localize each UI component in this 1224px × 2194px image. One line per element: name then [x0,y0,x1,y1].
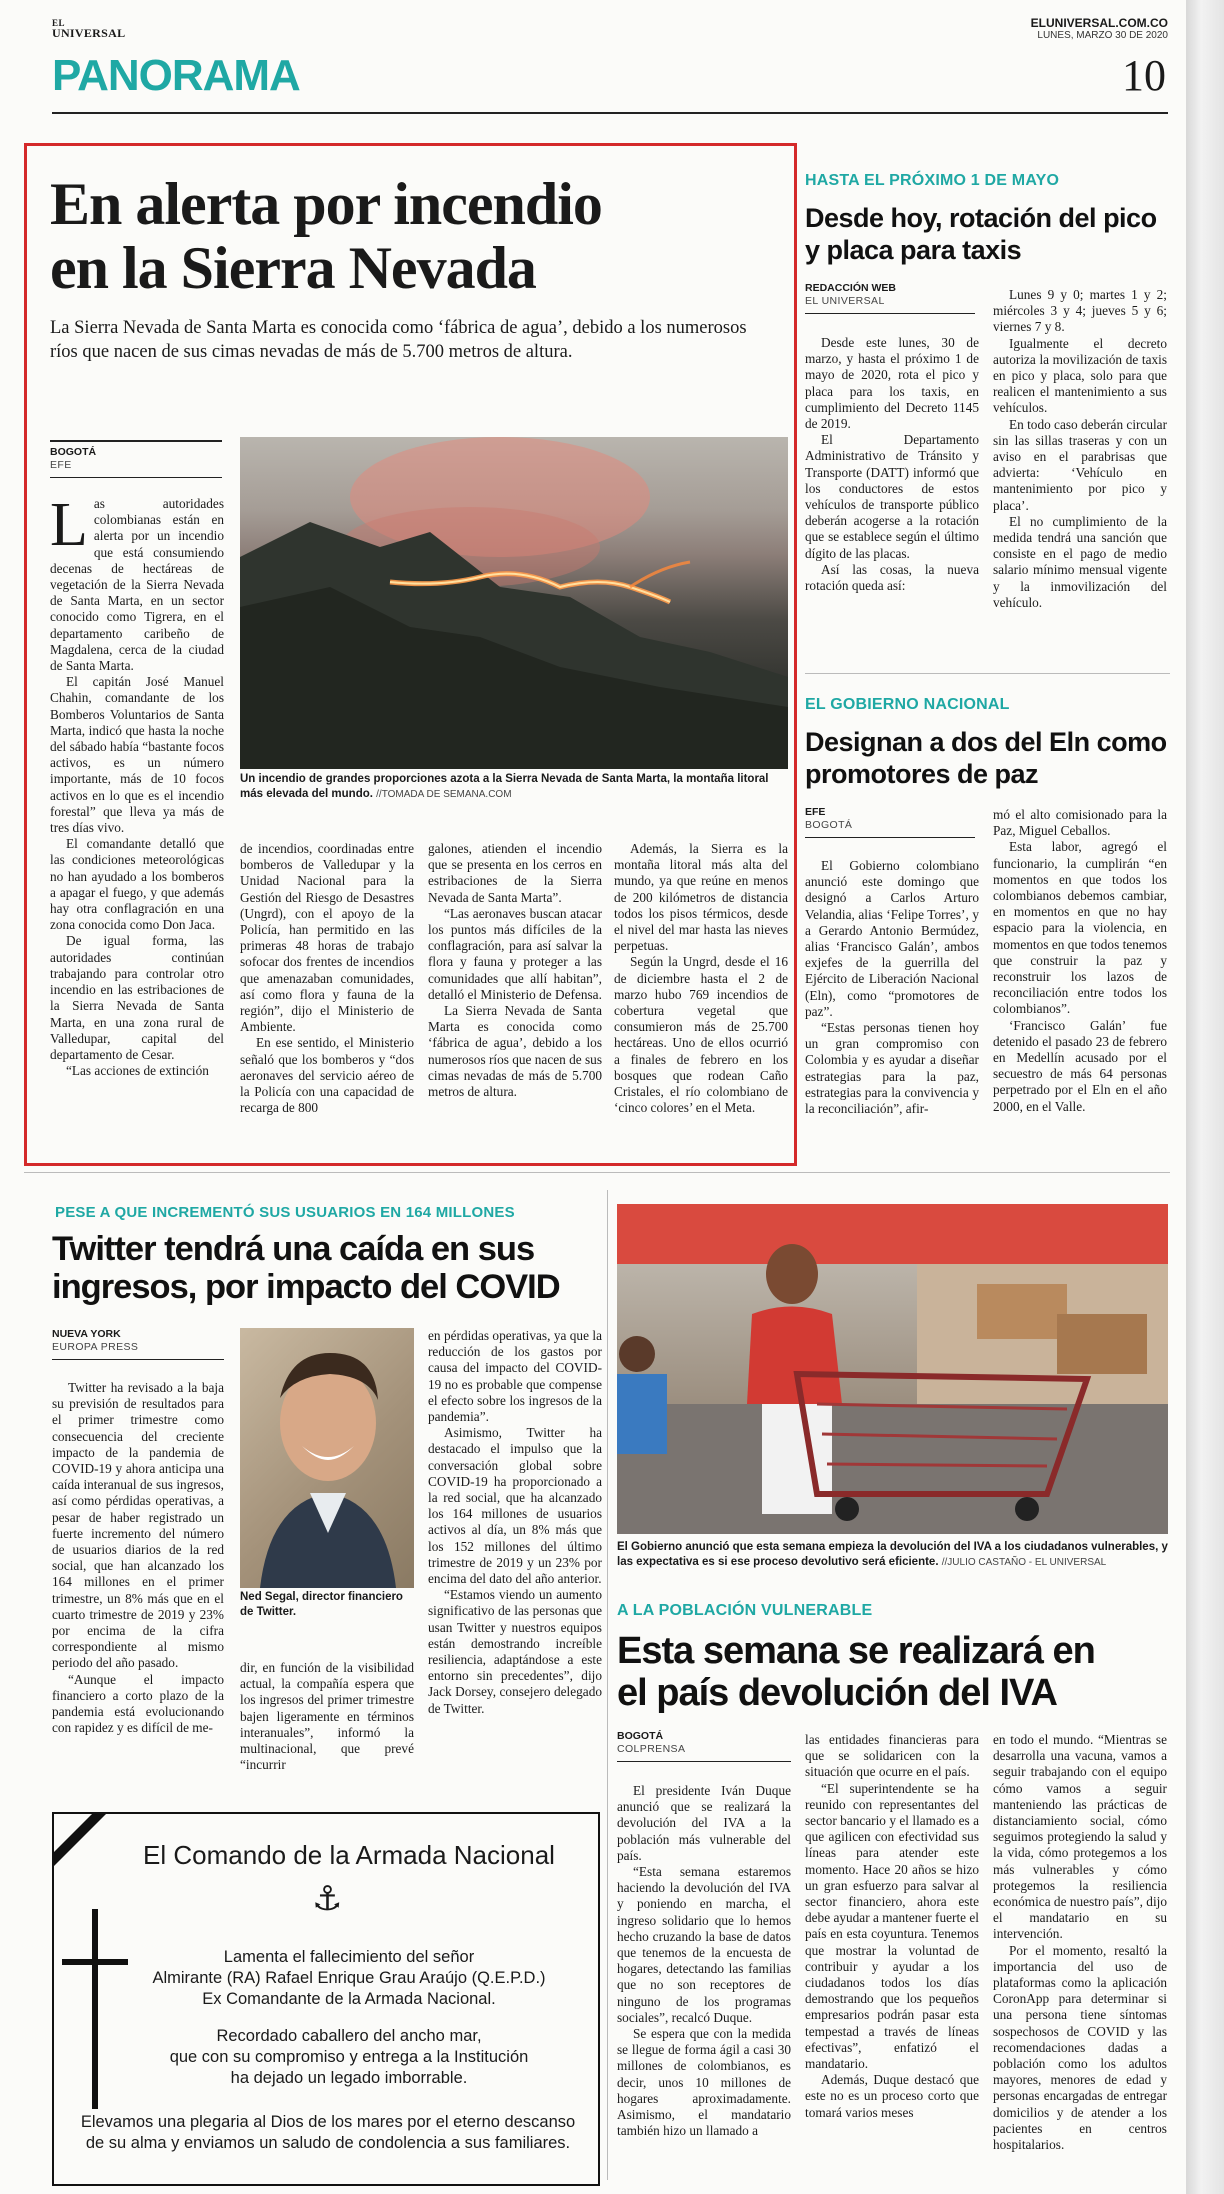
anchor-icon: ⚓ [312,1879,343,1919]
eln-col2-p3: ‘Francisco Galán’ fue detenido el pasado 23 de febrero en Medellín acusado por el secuestro de más 64 personas perpetrado por el Eln en el año 2000, en el Valle. [993,1017,1167,1114]
iva-col3-p1: en todo el mundo. “Mientras se desarrolla una vacuna, vamos a seguir trabajando con el equipo cómo vamos a seguir manteniendo las prácticas de distanciamiento social, cómo seguimos protegiendo la salud y la vida, cómo protegemos a los más vulnerables y cómo protegemos la resiliencia económica de nuestro país”, dijo el mandatario en su intervención. [993,1732,1167,1942]
taxis-col1-p2: El Departamento Administrativo de Tránsito y Transporte (DATT) informó que los conductores de estos vehículos de transporte público deberán acogerse a la rotación que se establece según el último dígito de las placas. [805,432,979,561]
site-url[interactable]: ELUNIVERSAL.COM.CO [1030,16,1168,30]
edition-date: LUNES, MARZO 30 DE 2020 [1037,30,1168,41]
fire-photo-caption [240,772,788,802]
main-byline-place: BOGOTÁ [50,440,222,459]
taxis-col2-p4: El no cumplimiento de la medida tendrá una sanción que consiste en el pago de medio salario mínimo mensual vigente y la inmovilización del vehículo. [993,513,1167,610]
taxis-col1-p3: Así las cosas, la nueva rotación queda así: [805,561,979,594]
iva-headline [617,1630,1177,1714]
twitter-headline [52,1230,612,1306]
main-col1-p3: El comandante detalló que las condiciones meteorológicas no han ayudado a los bomberos a apagar el fuego, y que además hay otra conflagración en una zona conocida como Don Jaca. [50,836,224,933]
main-col-1 [50,491,224,1079]
main-byline-agency: EFE [50,459,222,478]
section-title: PANORAMA [52,51,300,100]
main-headline-line1: En alerta por incendio [50,171,602,237]
main-col-3 [428,841,602,1100]
taxis-byline-place: REDACCIÓN WEB [805,282,896,294]
iva-col-2 [805,1732,979,2121]
taxis-col2-p2: Igualmente el decreto autoriza la movilización de taxis en pico y placa, solo para que realicen el mantenimiento a sus vehículos. [993,335,1167,416]
main-col1-p1: as autoridades colombianas están en alerta por un incendio que está consumiendo decenas de hectáreas de vegetación de la Sierra Nevada de Santa Marta, en un sector conocido como Tigrera, en el departamento caribeño de Magdalena, cerca de la ciudad de Santa Marta. [50,496,224,674]
main-col3-p3: La Sierra Nevada de Santa Marta es conocida como ‘fábrica de agua’, debido a los numerosos ríos que nacen de sus cimas nevadas de más de 5.700 metros de altura. [428,1003,602,1100]
twitter-col-2 [240,1660,414,1773]
twitter-col1-p1: Twitter ha revisado a la baja su previsión de resultados para el primer trimestre como consecuencia del creciente impacto de la pandemia de COVID-19 y ahora anticipa una caída interanual de sus ingresos, así como pérdidas operativas, a pesar de haber registrado un fuerte incremento del número de usuarios diarios de la red social, que han alcanzado los 164 millones en el primer trimestre, un 8% más que en el cuarto trimestre de 2019 y 23% por encima de la cifra correspondiente al mismo periodo del año pasado. [52,1380,224,1671]
twitter-byline-place: NUEVA YORK [52,1328,121,1340]
eln-byline [805,806,975,838]
main-col4-p1: Además, la Sierra es la montaña litoral más alta del mundo, ya que reúne en menos de 200 kilómetros de distancia todos los pisos térmicos, desde el nivel del mar hasta las nieves perpetuas. [614,841,788,954]
main-subtitle: La Sierra Nevada de Santa Marta es conocida como ‘fábrica de agua’, debido a los numerosos ríos que nacen de sus cimas nevadas de más de 5.700 metros de altura. [50,318,747,362]
twitter-headline-line1: Twitter tendrá una caída en sus [52,1230,535,1268]
iva-col2-p1: las entidades financieras para que se solidaricen con la situación que ocurre en el país. [805,1732,979,1780]
market-caption-text: El Gobierno anunció que esta semana empieza la devolución del IVA a los ciudadanos vulnerables, y las expectativa es si ese proceso devolutivo será eficiente. [617,1541,1168,1568]
logo-small: EL [52,18,66,28]
main-col3-p1: galones, atienden el incendio que se presenta en los cerros en estribaciones de la Sierra Nevada de Santa Marta”. [428,841,602,905]
twitter-byline [52,1328,224,1360]
masthead-logo[interactable] [52,18,142,38]
twitter-col3-p2: Asimismo, Twitter ha destacado el impulso que la conversación global sobre COVID-19 ha proporcionado a la red social, que ha alcanzado los 164 millones de usuarios activos al día, un 8% más que los 152 millones del último trimestre de 2019 y un 23% por encima del dato del año anterior. [428,1425,602,1587]
twitter-col-1 [52,1380,224,1736]
taxis-col2-p3: En todo caso deberán circular sin las sillas traseras y con un aviso en el parabrisas que advierta: ‘Vehículo en mantenimiento por pico y placa’. [993,416,1168,513]
obituary-line5: que con su compromiso y entrega a la Institución [169,2048,529,2066]
segal-photo[interactable] [240,1328,414,1588]
obituary-line1: Lamenta el fallecimiento del señor [223,1948,475,1966]
main-col2-p2: En ese sentido, el Ministerio señaló que los bomberos y “dos aeronaves del servicio aéreo de la Policía con una capacidad de recarga de 800 [240,1035,414,1116]
twitter-col-3 [428,1328,602,1717]
main-headline [50,172,790,300]
eln-col-2 [993,807,1167,1115]
twitter-headline-line2: ingresos, por impacto del COVID [52,1268,560,1306]
taxis-col-1 [805,335,979,594]
market-photo[interactable] [617,1204,1168,1534]
market-photo-caption [617,1540,1168,1570]
eln-byline-place: EFE [805,806,826,818]
iva-byline [617,1730,791,1762]
logo-main: UNIVERSAL [52,26,126,40]
fire-photo[interactable] [240,437,788,769]
obituary-line2: Almirante (RA) Rafael Enrique Grau Araújo (Q.E.P.D.) [152,1969,546,1987]
eln-byline-agency: BOGOTÁ [805,819,975,838]
main-drop-letter: L [50,491,88,559]
obituary-text-block-3 [64,2112,592,2154]
obituary-text-block-2 [114,2026,584,2089]
iva-col-1 [617,1783,791,2139]
iva-col3-p2: Por el momento, resaltó la importancia del uso de plataformas como la aplicación CoronApp para determinar si una persona tiene síntomas sospechosos de COVID y las recomendaciones dadas a población como los adultos mayores, menores de edad y personas encargadas de entregar domicilios y de atender a los pacientes en centros hospitalarios. [993,1942,1167,2153]
main-col2-p1: de incendios, coordinadas entre bomberos de Valledupar y la Unidad Nacional para la Gestión del Riesgo de Desastres (Ungrd), con el apoyo de la Policía, han permitido en las primeras 48 horas de trabajo sofocar dos frentes de incendios que amenazaban comunidades, así como flora y fauna de la región”, dijo el Ministerio de Ambiente. [240,841,414,1035]
obituary-line4: Recordado caballero del ancho mar, [216,2027,482,2045]
segal-caption: Ned Segal, director financiero de Twitter. [240,1591,403,1618]
main-col4-p2: Según la Ungrd, desde el 16 de diciembre hasta el 2 de marzo hubo 769 incendios de cobertura vegetal que consumieron más de 25.700 hectáreas. Uno de ellos ocurrió a finales de febrero en los bosques que rodean Caño Cristales, el río colombiano de ‘cinco colores’ en el Meta. [614,954,788,1116]
iva-byline-place: BOGOTÁ [617,1730,664,1742]
fire-photo-art [240,437,788,769]
section-divider [24,1172,1170,1173]
obituary-box [52,1812,600,2186]
iva-kicker: A LA POBLACIÓN VULNERABLE [617,1602,873,1619]
main-col1-p5: “Las acciones de extinción [66,1063,209,1079]
taxis-byline [805,282,975,314]
twitter-col3-p1: en pérdidas operativas, ya que la reducción de los gastos por causa del impacto del COVID-19 no es probable que compense el efecto sobre los ingresos de la pandemia”. [428,1328,602,1425]
twitter-col3-p3: “Estamos viendo un aumento significativo de las personas que usan Twitter y nuestros equipos están demostrando increíble resiliencia, adaptándose a este entorno sin precedentes”, dijo Jack Dorsey, consejero delegado de Twitter. [428,1587,602,1716]
iva-headline-line1: Esta semana se realizará en [617,1630,1095,1672]
market-caption-credit: //JULIO CASTAÑO - EL UNIVERSAL [941,1557,1107,1568]
segal-photo-art [240,1328,414,1588]
taxis-headline: Desde hoy, rotación del pico y placa para taxis [805,203,1157,265]
taxis-divider [805,673,1170,674]
eln-col1-p1: El Gobierno colombiano anunció este domingo que designó a Carlos Arturo Velandia, alias ‘Felipe Torres’, y a Gerardo Antonio Bermúdez, alias ‘Francisco Galán’, ambos exjefes de la guerrilla del Ejército de Liberación Nacional (Eln), como “promotores de paz”. [805,858,979,1019]
obituary-text-block-1 [114,1947,584,2010]
eln-col2-p2: Esta labor, agregó el funcionario, la cumplirán “en momentos en que todos los colombianos debemos cambiar, en momentos en que no hay espacio para la violencia, en momentos en que todos tenemos que construir la paz y reconstruir los lazos de reconciliación entre todos los colombianos”. [993,839,1167,1017]
page-edge-shadow [1186,0,1224,2194]
eln-col-1 [805,858,979,1117]
main-col-4 [614,841,788,1116]
main-col3-p2: “Las aeronaves buscan atacar los puntos más difíciles de la conflagración, para así salvar la flora y fauna y proteger a las comunidades que allí habitan”, detalló el Ministerio de Defensa. [428,905,602,1002]
masthead-rule [52,112,1168,114]
obituary-line3: Ex Comandante de la Armada Nacional. [202,1990,496,2008]
obituary-line6: ha dejado un legado imborrable. [230,2069,468,2087]
obituary-title: El Comando de la Armada Nacional [143,1840,555,1870]
iva-col1-p1: El presidente Iván Duque anunció que se realizará la devolución del IVA a la población más vulnerable del país. [617,1783,791,1863]
market-photo-art [617,1204,1168,1534]
taxis-col1-p1: Desde este lunes, 30 de marzo, y hasta el próximo 1 de mayo de 2020, rota el pico y placa para los taxis, en cumplimiento del Decreto 1145 de 2019. [805,335,979,432]
fire-caption-text: Un incendio de grandes proporciones azota a la Sierra Nevada de Santa Marta, la montaña litoral más elevada del mundo. [240,773,769,800]
taxis-byline-agency: EL UNIVERSAL [805,295,975,314]
eln-kicker: EL GOBIERNO NACIONAL [805,696,1010,713]
main-col-2 [240,841,414,1116]
main-col1-p2: El capitán José Manuel Chahin, comandante de los Bomberos Voluntarios de Santa Marta, indicó que hasta la noche del sábado había “bastante focos activos, es un número importante, más de 10 focos activos en lo que es el incendio forestal” que lleva ya más de tres días vivo. [50,674,224,836]
obituary-line8: de su alma y enviamos un saludo de condolencia a sus familiares. [85,2134,571,2152]
taxis-kicker: HASTA EL PRÓXIMO 1 DE MAYO [805,172,1060,189]
eln-headline: Designan a dos del Eln como promotores de paz [805,727,1167,789]
iva-col2-p2: “El superintendente se ha reunido con representantes del sector bancario y el llamado es a que agilicen con efectividad sus líneas para atender este momento. Hace 20 años se hizo un gran esfuerzo para salvar al sector financiero, ahora este debe ayudar a mantener fuerte el país en esta coyuntura. Tenemos que mostrar la voluntad de contribuir y ayudar a los ciudadanos todos los días demostrando que los pequeños empresarios podrán pasar esta tempestad a través de líneas efectivas”, enfatizó el mandatario. [805,1780,979,2072]
iva-col1-p2: “Esta semana estaremos haciendo la devolución del IVA y poniendo en marcha, el ingreso solidario que lo hemos hecho cruzando la base de datos que tenemos de la encuesta de hogares, detectando las familias que no son receptores de ninguno de los programas sociales”, recalcó Duque. [617,1864,791,2025]
main-byline [50,440,222,478]
twitter-kicker: PESE A QUE INCREMENTÓ SUS USUARIOS EN 164 MILLONES [55,1204,515,1221]
twitter-col2-p1: dir, en función de la visibilidad actual, la compañía espera que los ingresos del primer trimestre bajen ligeramente en términos interanuales”, informó la multinacional, que prevé “incurrir [240,1660,414,1773]
eln-col2-p1: mó el alto comisionado para la Paz, Miguel Ceballos. [993,807,1167,839]
vertical-divider [607,1190,608,2180]
iva-byline-agency: COLPRENSA [617,1743,791,1762]
obituary-line7: Elevamos una plegaria al Dios de los mares por el eterno descanso [80,2113,576,2131]
taxis-col-2 [993,287,1167,611]
iva-headline-line2: el país devolución del IVA [617,1672,1057,1714]
iva-col-3 [993,1732,1167,2153]
taxis-col2-p1: Lunes 9 y 0; martes 1 y 2; miércoles 3 y 4; jueves 5 y 6; viernes 7 y 8. [993,287,1167,335]
main-col1-p4: De igual forma, las autoridades continúan trabajando para controlar otro incendio en las estribaciones de la Sierra Nevada de Santa Marta, en una zona rural de Valledupar, capital del departamento de Cesar. [50,933,224,1062]
iva-col1-p3: Se espera que con la medida se llegue de forma ágil a casi 30 millones de colombianos, es decir, unos 10 millones de hogares aproximadamente. Asimismo, el mandatario también hizo un llamado a [617,2026,791,2139]
twitter-col1-p2: “Aunque el impacto financiero a corto plazo de la pandemia está evolucionando con rapidez y es difícil de me- [52,1671,224,1736]
page-number: 10 [1122,51,1166,100]
main-headline-line2: en la Sierra Nevada [50,235,536,301]
eln-col1-p2: “Estas personas tienen hoy un gran compromiso con Colombia y es ayudar a diseñar estrategias para la paz, estrategias para la convivencia y la reconciliación”, afir- [805,1020,979,1117]
fire-caption-credit: //TOMADA DE SEMANA.COM [376,789,512,800]
twitter-byline-agency: EUROPA PRESS [52,1341,224,1360]
iva-col2-p3: Además, Duque destacó que este no es un proceso corto que tomará varios meses [805,2072,979,2120]
